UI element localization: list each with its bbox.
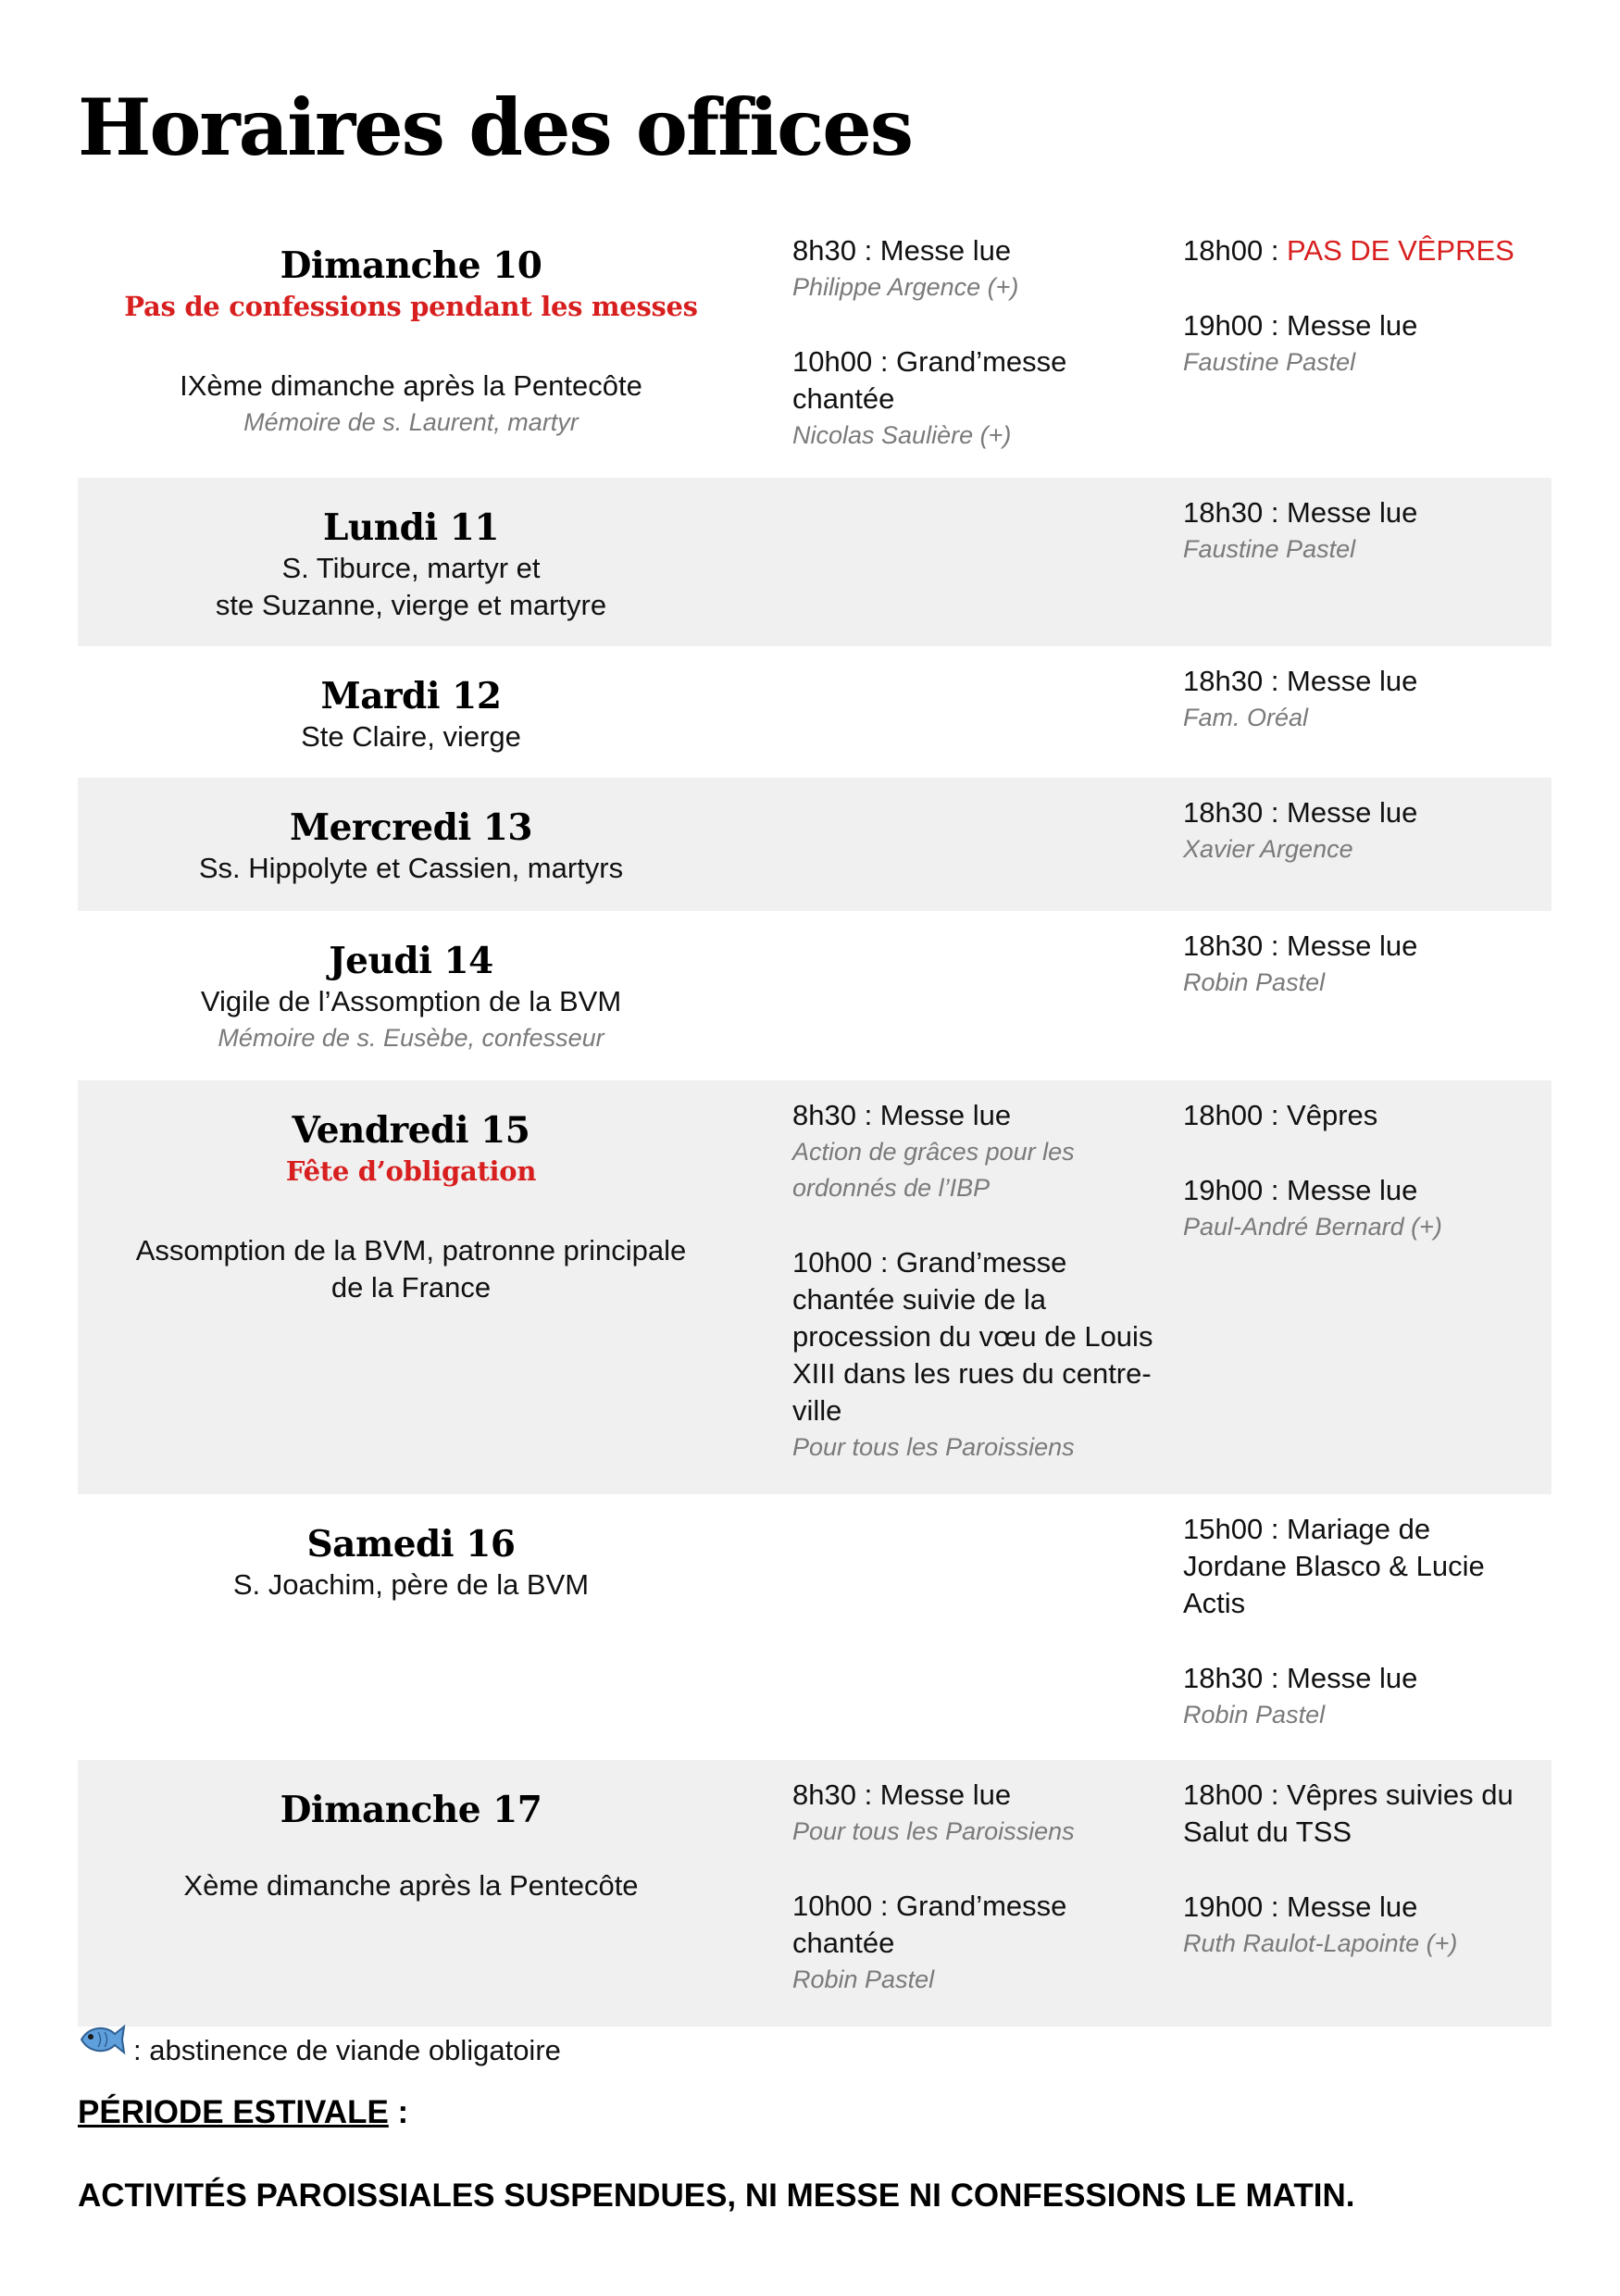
morning-services <box>792 1777 1163 1998</box>
service-intent: Fam. Oréal <box>1183 704 1309 731</box>
service-time: 8h30 : Messe lue <box>792 1778 1012 1811</box>
service-time-prefix: 18h00 : <box>1183 234 1288 267</box>
service-time: 19h00 : Messe lue <box>1183 1174 1418 1206</box>
service-time: 18h30 : Messe lue <box>1183 1662 1418 1694</box>
service-time: 19h00 : Messe lue <box>1183 1890 1418 1923</box>
day-info <box>78 216 744 478</box>
notice-title-suffix: : <box>388 2094 409 2130</box>
day-info <box>78 646 744 778</box>
day-row <box>78 778 1551 911</box>
service-intent: Xavier Argence <box>1183 835 1353 863</box>
feast-memo: Mémoire de s. Laurent, martyr <box>243 408 579 436</box>
legend <box>78 2032 561 2069</box>
notice-body: ACTIVITÉS PAROISSIALES SUSPENDUES, NI MESSE NI CONFESSIONS LE MATIN. <box>78 2177 1355 2214</box>
page-title: Horaires des offices <box>78 81 913 173</box>
service-intent: Pour tous les Paroissiens <box>792 1817 1075 1845</box>
day-info <box>78 1494 744 1760</box>
feast-name: S. Tiburce, martyr et <box>281 552 541 584</box>
day-row <box>78 646 1551 778</box>
day-title: Mercredi 13 <box>289 806 533 849</box>
service-time: 18h30 : Messe lue <box>1183 665 1418 697</box>
day-info <box>78 778 744 911</box>
service-intent: Faustine Pastel <box>1183 535 1356 563</box>
morning-services <box>792 1097 1163 1466</box>
notice-title-label: PÉRIODE ESTIVALE <box>78 2094 389 2130</box>
day-row <box>78 1760 1551 2027</box>
service-time: 18h30 : Messe lue <box>1183 930 1418 962</box>
feast-name: Vigile de l’Assomption de la BVM <box>200 985 622 1017</box>
day-info <box>78 1080 744 1494</box>
notice-title <box>78 2094 408 2131</box>
feast-name: Assomption de la BVM, patronne principale <box>135 1234 687 1267</box>
feast-name: IXème dimanche après la Pentecôte <box>180 369 642 402</box>
service-time: 10h00 : Grand’messe chantée suivie de la procession du vœu de Louis XIII dans les rues du centre-ville <box>792 1246 1153 1427</box>
service-time <box>1183 232 1553 269</box>
evening-services <box>1183 928 1553 1001</box>
service-intent: Paul-André Bernard (+) <box>1183 1213 1442 1241</box>
day-title: Dimanche 17 <box>280 1789 542 1831</box>
service-time: 18h00 : Vêpres suivies du Salut du TSS <box>1183 1778 1514 1848</box>
fish-icon <box>78 2021 126 2058</box>
day-info <box>78 478 744 646</box>
evening-services <box>1183 1777 1553 1962</box>
day-title: Mardi 12 <box>320 675 502 718</box>
service-intent: Faustine Pastel <box>1183 348 1356 376</box>
service-intent: Robin Pastel <box>1183 1701 1326 1728</box>
feast-name: Ste Claire, vierge <box>301 720 521 753</box>
service-time: 18h30 : Messe lue <box>1183 496 1418 529</box>
feast-name: Ss. Hippolyte et Cassien, martyrs <box>198 852 624 884</box>
service-time: 18h30 : Messe lue <box>1183 796 1418 829</box>
feast-name: Xème dimanche après la Pentecôte <box>183 1869 639 1902</box>
service-time: 10h00 : Grand’messe chantée <box>792 1890 1067 1959</box>
evening-services <box>1183 1097 1553 1245</box>
service-intent: Philippe Argence (+) <box>792 273 1019 301</box>
service-time: 10h00 : Grand’messe chantée <box>792 345 1067 415</box>
service-time: 19h00 : Messe lue <box>1183 309 1418 342</box>
day-row <box>78 1494 1551 1760</box>
service-time: 15h00 : Mariage de Jordane Blasco & Lucie Actis <box>1183 1513 1485 1619</box>
day-title: Samedi 16 <box>306 1523 516 1566</box>
morning-services <box>792 232 1163 454</box>
evening-services <box>1183 1511 1553 1733</box>
schedule-table <box>78 216 1551 2027</box>
day-title: Dimanche 10 <box>280 244 542 287</box>
day-note: Fête d’obligation <box>285 1155 537 1187</box>
service-cancelled: PAS DE VÊPRES <box>1287 234 1514 267</box>
feast-name: ste Suzanne, vierge et martyre <box>215 589 607 621</box>
evening-services <box>1183 232 1553 381</box>
day-note: Pas de confessions pendant les messes <box>124 291 698 322</box>
feast-name: de la France <box>330 1271 492 1304</box>
day-title: Jeudi 14 <box>329 940 493 982</box>
evening-services <box>1183 494 1553 568</box>
service-intent: Ruth Raulot-Lapointe (+) <box>1183 1929 1458 1957</box>
day-row <box>78 911 1551 1080</box>
service-intent: Robin Pastel <box>1183 968 1326 996</box>
day-row <box>78 1080 1551 1494</box>
service-intent: Robin Pastel <box>792 1965 935 1993</box>
day-row <box>78 478 1551 646</box>
service-time: 18h00 : Vêpres <box>1183 1099 1378 1131</box>
service-intent: Action de grâces pour les ordonnés de l’IBP <box>792 1138 1075 1202</box>
evening-services <box>1183 794 1553 867</box>
evening-services <box>1183 663 1553 736</box>
service-time: 8h30 : Messe lue <box>792 1099 1012 1131</box>
feast-name: S. Joachim, père de la BVM <box>232 1568 590 1601</box>
service-time: 8h30 : Messe lue <box>792 234 1012 267</box>
day-title: Vendredi 15 <box>292 1109 530 1152</box>
feast-memo: Mémoire de s. Eusèbe, confesseur <box>218 1024 604 1052</box>
day-info <box>78 911 744 1080</box>
day-title: Lundi 11 <box>322 506 500 549</box>
day-row <box>78 216 1551 478</box>
legend-text: : abstinence de viande obligatoire <box>133 2034 561 2066</box>
service-intent: Pour tous les Paroissiens <box>792 1433 1075 1461</box>
day-info <box>78 1760 744 2027</box>
service-intent: Nicolas Saulière (+) <box>792 421 1012 449</box>
